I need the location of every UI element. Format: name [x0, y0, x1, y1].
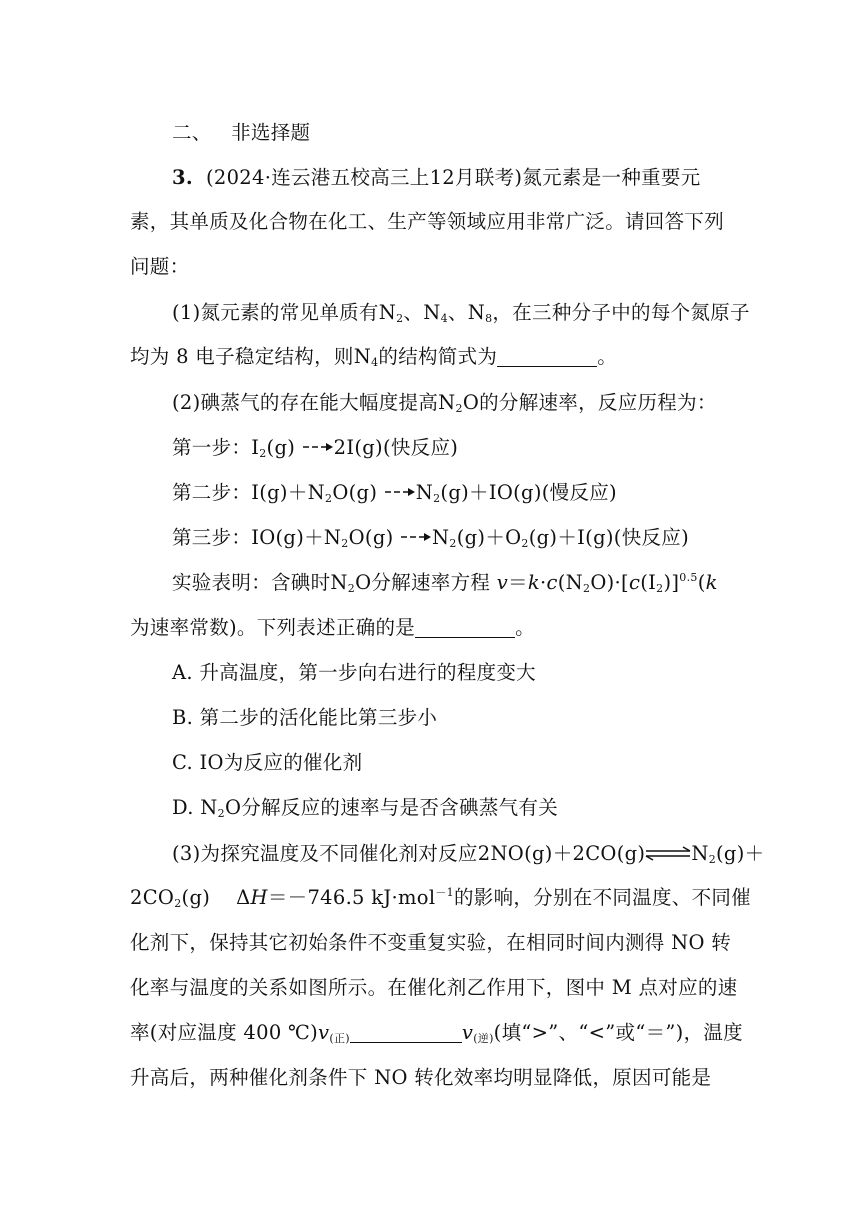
part1-line-2: 均为 8 电子稳定结构，则$N_4$的结构简式为 。 [130, 345, 618, 369]
question-stem-line-3: 问题： [130, 255, 190, 278]
part3-line-5: 率(对应温度 400 $℃)v_{(正)}$ $v_{(逆)}$(填“>”、“<”或“＝”)，温度 [130, 1021, 743, 1045]
rate-law-line: 实验表明：含碘时$N_2O$分解速率方程 $v=k\cdot c(N_2O)\cdot[c(I_2)]^{0.5}(k$ [172, 571, 718, 595]
equilibrium-arrow-icon [645, 846, 691, 862]
option-d[interactable]: D. $N_2O$分解反应的速率与是否含碘蒸气有关 [172, 796, 559, 820]
reaction-arrow-icon [302, 440, 334, 454]
step-3: 第三步：$IO(g)+N_2O(g)$ $N_2(g)+O_2(g)+I(g)$(快反应) [172, 526, 689, 550]
part3-line-3: 化剂下，保持其它初始条件不变重复实验，在相同时间内测得 NO 转 [130, 931, 732, 954]
part3-line-6: 升高后，两种催化剂条件下 NO 转化效率均明显降低，原因可能是 [130, 1066, 712, 1089]
part2-intro: (2)碘蒸气的存在能大幅度提高$N_2O$的分解速率，反应历程为： [172, 391, 717, 415]
question-number: 3. [172, 166, 193, 189]
reaction-arrow-icon [384, 485, 416, 499]
section-title: 非选择题 [231, 121, 311, 144]
option-b[interactable]: B. 第二步的活化能比第三步小 [172, 706, 438, 729]
part3-line-2: $2CO_2(g)$ ΔH＝－746.5 kJ·mol$^{-1}$的影响，分别在不同温度、不同催 [130, 886, 751, 910]
option-c[interactable]: C. IO为反应的催化剂 [172, 751, 363, 774]
question-stem-line-1: 3. (2024·连云港五校高三上12月联考)氮元素是一种重要元 [172, 166, 701, 189]
answer-blank-2[interactable] [415, 619, 515, 638]
step-2: 第二步：$I(g)+N_2O(g)$ $N_2(g)+IO(g)$(慢反应) [172, 481, 617, 505]
answer-blank-3[interactable] [350, 1024, 462, 1043]
step-1: 第一步：$I_2(g)$ 2I(g)(快反应) [172, 436, 459, 460]
part1-line-1: (1)氮元素的常见单质有$N_2$、$N_4$、$N_8$，在三种分子中的每个氮原子 [172, 301, 750, 325]
part3-line-1: (3)为探究温度及不同催化剂对反应2NO(g)＋2CO(g) $N_2(g)+$ [172, 842, 765, 866]
option-a[interactable]: A. 升高温度，第一步向右进行的程度变大 [172, 661, 536, 684]
answer-blank-1[interactable] [497, 348, 597, 367]
part3-line-4: 化率与温度的关系如图所示。在催化剂乙作用下，图中 M 点对应的速 [130, 976, 738, 999]
question-stem-line-2: 素，其单质及化合物在化工、生产等领域应用非常广泛。请回答下列 [130, 210, 725, 233]
section-number: 二、 [172, 121, 212, 144]
reaction-arrow-icon [400, 530, 432, 544]
question-source: (2024·连云港五校高三上12月联考) [205, 166, 523, 189]
section-heading [172, 117, 310, 145]
rate-law-line-2: 为速率常数)。下列表述正确的是 。 [130, 616, 535, 639]
